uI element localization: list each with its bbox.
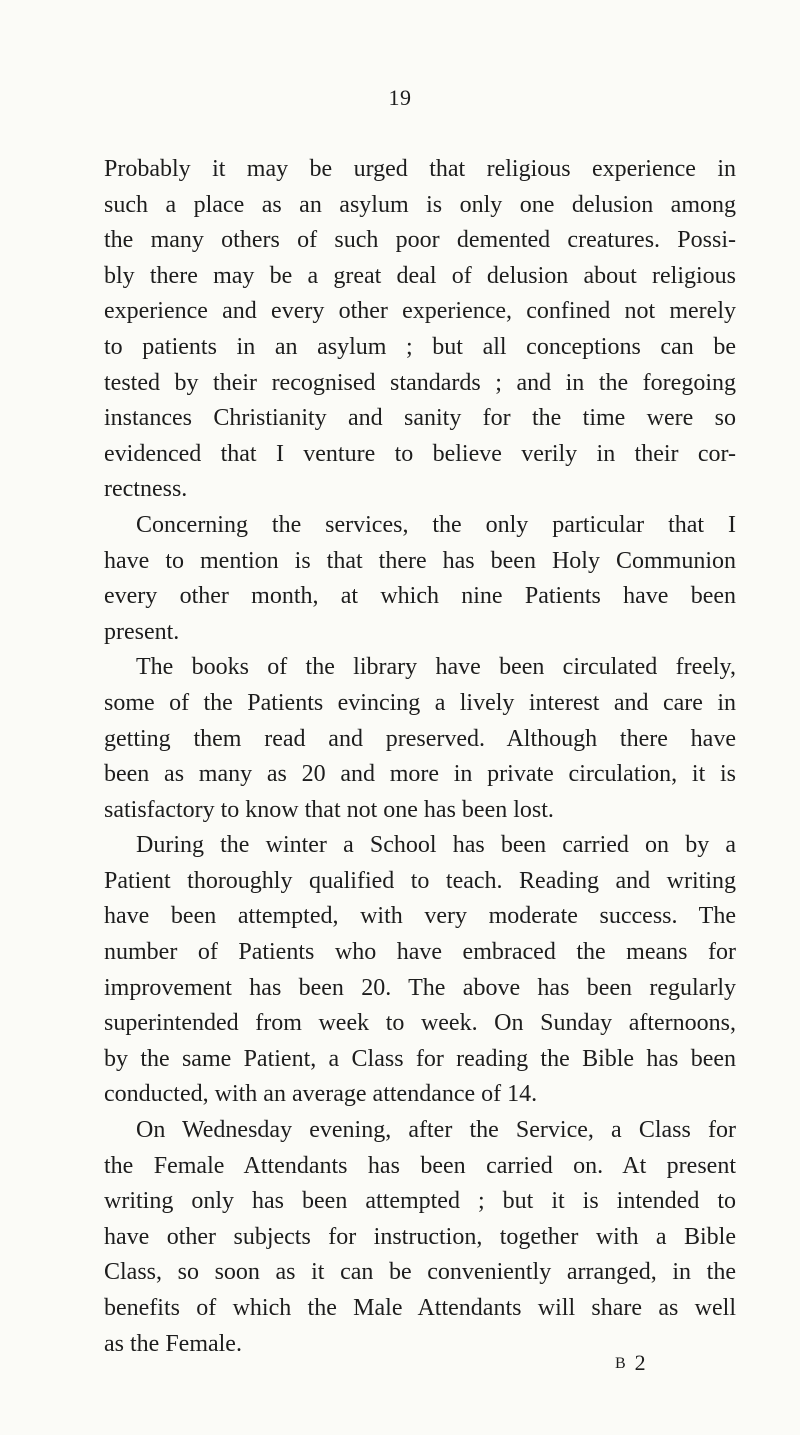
text-line: such a place as an asylum is only one delusion among xyxy=(104,191,736,218)
text-line: satisfactory to know that not one has been lost. xyxy=(104,796,554,823)
text-line: by the same Patient, a Class for reading the Bible has been xyxy=(104,1045,736,1072)
text-line: have to mention is that there has been Holy Communion xyxy=(104,547,736,574)
text-line: writing only has been attempted ; but it is intended to xyxy=(104,1188,736,1215)
text-line: have been attempted, with very moderate success. The xyxy=(104,903,736,930)
text-line: some of the Patients evincing a lively interest and care in xyxy=(104,689,736,716)
text-line: Class, so soon as it can be conveniently arranged, in the xyxy=(104,1259,736,1286)
body-text xyxy=(104,152,736,1362)
text-line: bly there may be a great deal of delusion about religious xyxy=(104,262,736,289)
text-line: rectness. xyxy=(104,476,188,503)
text-line: instances Christianity and sanity for the time were so xyxy=(104,405,736,432)
signature-mark xyxy=(615,1350,648,1376)
signature-number: 2 xyxy=(634,1350,648,1375)
text-line: getting them read and preserved. Although there have xyxy=(104,725,736,752)
text-line: number of Patients who have embraced the means for xyxy=(104,939,736,966)
text-line: to patients in an asylum ; but all conceptions can be xyxy=(104,333,736,360)
page-number: 19 xyxy=(388,85,412,110)
text-line: experience and every other experience, confined not merely xyxy=(104,298,736,325)
paragraph-start-line: On Wednesday evening, after the Service, a Class for xyxy=(136,1117,736,1144)
text-line: as the Female. xyxy=(104,1330,242,1357)
text-line: been as many as 20 and more in private circulation, it is xyxy=(104,761,736,788)
text-line: present. xyxy=(104,618,180,645)
text-line: the Female Attendants has been carried on. At present xyxy=(104,1152,736,1179)
paragraph-start-line: During the winter a School has been carried on by a xyxy=(136,832,736,859)
text-line: tested by their recognised standards ; and in the foregoing xyxy=(104,369,736,396)
text-line: improvement has been 20. The above has been regularly xyxy=(104,974,736,1001)
paragraph-start-line: Concerning the services, the only particular that I xyxy=(136,511,736,538)
text-line: have other subjects for instruction, together with a Bible xyxy=(104,1223,736,1250)
text-line: evidenced that I venture to believe verily in their cor- xyxy=(104,440,736,467)
text-line: conducted, with an average attendance of 14. xyxy=(104,1081,538,1108)
signature-letter: B xyxy=(615,1355,627,1372)
text-line: Probably it may be urged that religious experience in xyxy=(104,156,736,182)
text-line: superintended from week to week. On Sunday afternoons, xyxy=(104,1010,736,1037)
text-line: Patient thoroughly qualified to teach. Reading and writing xyxy=(104,867,736,894)
text-line: every other month, at which nine Patients have been xyxy=(104,583,736,610)
text-line: benefits of which the Male Attendants will share as well xyxy=(104,1295,736,1321)
text-line: the many others of such poor demented creatures. Possi- xyxy=(104,227,736,254)
paragraph-start-line: The books of the library have been circulated freely, xyxy=(136,654,736,681)
